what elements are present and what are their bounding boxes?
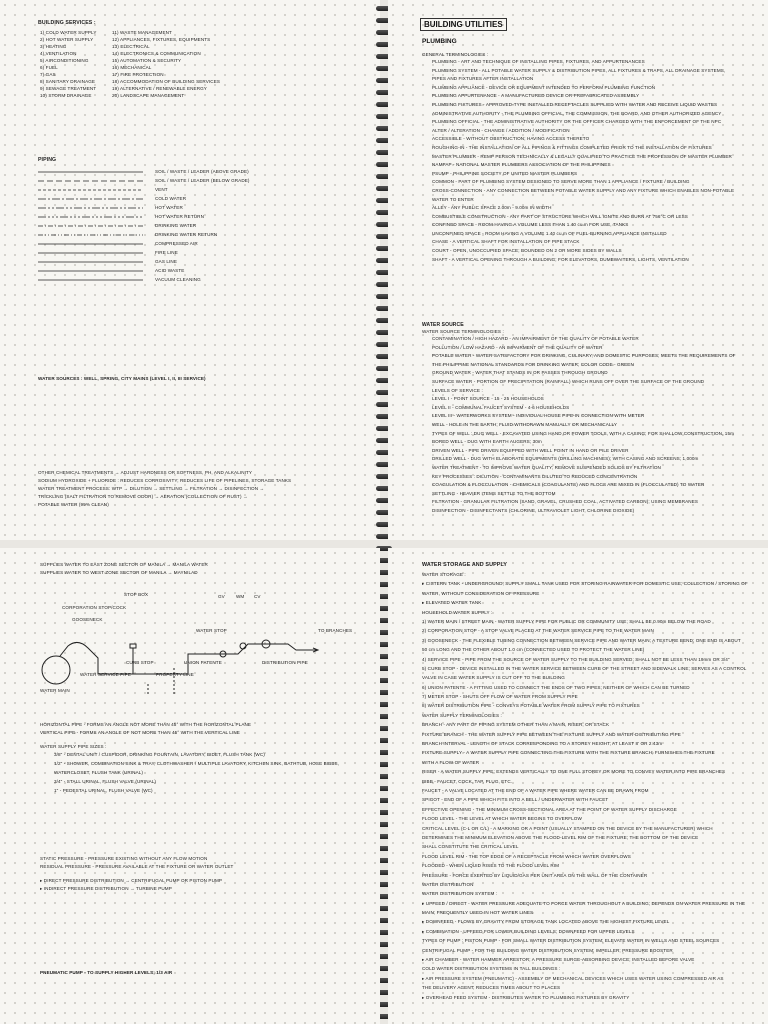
service-item: 12) APPLIANCES, FIXTURES, EQUIPMENTS — [112, 37, 211, 42]
water-source-line: FILTRATION - GRANULAR FILTRATION (SAND, GRAVEL, CRUSHED COAL, ACTIVATED CARBON); USING MEMBRANES — [432, 499, 699, 505]
diagram-label-service-pipe: WATER SERVICE PIPE — [80, 672, 131, 677]
service-item: 13) ELECTRICAL — [112, 44, 150, 49]
water-sources-line: WATER SOURCES : WELL, SPRING, CITY MAINS (LEVEL I, II, III SERVICE) — [38, 376, 206, 381]
pipe-sizes-list — [54, 752, 339, 797]
storage-line: FLOODED - WHEN LIQUID RISES TO THE FLOOD LEVEL RIM — [422, 863, 560, 869]
water-source-line: KEY PROCESSES : DILUTION - CONTAMINANTS DILUTED TO REDUCED CONCENTRATION — [432, 473, 638, 479]
notebook-page-bottom-right — [388, 548, 768, 1024]
distribution-line: ▸ DIRECT PRESSURE DISTRIBUTION → CENTRIFUGAL PUMP OR PISTON PUMP — [40, 878, 223, 883]
service-item: 19) ALTERNATIVE / RENEWABLE ENERGY — [112, 86, 207, 91]
water-source-line: DISINFECTION - DISINFECTANTS (CHLORINE, ULTRAVIOLET LIGHT, CHLORINE DIOXIDE) — [432, 507, 635, 513]
piping-label: GAS LINE — [155, 259, 177, 264]
term-line: ALLEY - ANY PUBLIC SPACE 2.00m - 9.00m IN WIDTH — [432, 205, 552, 211]
term-line: PLUMBING FIXTURES - APPROVED-TYPE INSTALLED RECEPTACLES SUPPLIED WITH WATER AND RECEIVE LIQUID WASTES — [432, 101, 718, 107]
storage-line: 5) CURB STOP - DEVICE INSTALLED IN THE WATER SERVICE BETWEEN CURB OF THE STREET AND SIDEWALK LINE; SERVES AS A CONTROL — [422, 665, 747, 671]
pressure-line: RESIDUAL PRESSURE - PRESSURE AVAILABLE AT THE FIXTURE OR WATER OUTLET — [40, 864, 234, 869]
pipe-size-line: 1/2" - SHOWER, COMBINATION SINK & TRAY, CLOTHWASHER / MULTIPLE LAVATORY, KITCHEN SINK, BATHTUB, HOSE BIBBS, — [54, 761, 340, 766]
service-item: 14) ELECTRONICS & COMMUNICATION — [112, 51, 201, 56]
term-line: ADMINISTRATIVE AUTHORITY - THE PLUMBING OFFICIAL, THE COMMISSION, THE BOARD, AND OTHER AUTHORIZED AGENCY — [432, 110, 722, 116]
diagram-label-curb-stop: CURB STOP — [126, 660, 154, 665]
notebook-page-top-left — [0, 0, 380, 540]
pipe-size-line: 1" - PEDESTAL URINAL, FLUSH VALVE (WC) — [54, 788, 153, 793]
diagram-label-corporation-stop: CORPORATION STOP/COCK — [62, 605, 127, 610]
pneumatic-pump-note: PNEUMATIC PUMP - TO SUPPLY HIGHER LEVELS; 1/3 AIR — [40, 970, 173, 975]
service-item: 17) FIRE PROTECTION — [112, 72, 164, 77]
water-source-line: GROUND WATER - WATER THAT STANDS IN OR PASSES THROUGH GROUND — [432, 370, 608, 376]
storage-line: ▸ COMBINATION - UPFEED FOR LOWER BUILDING LEVELS; DOWNFEED FOR UPPER LEVELS — [422, 928, 635, 934]
service-item: 5) AIRCONDITIONING — [40, 58, 89, 63]
term-line: ALTER / ALTERATION - CHANGE / ADDITION / MODIFICATION — [432, 127, 570, 133]
diagram-label-union-patente: UNION PATENTE — [184, 660, 222, 665]
piping-label: ACID WASTE — [155, 268, 185, 273]
treatment-line: POTABLE WATER (99% CLEAN) — [38, 502, 109, 507]
supply-line: SUPPLIES WATER TO WEST ZONE SECTOR OF MANILA → MAYNILAD — [40, 569, 198, 575]
treatment-line: SODIUM HYDROXIDE + FLUORIDE : REDUCES CORROSIVITY; REDUCES LIFE OF PIPELINES, STORAGE TANKS — [38, 478, 292, 483]
piping-label: SOIL / WASTE / LEADER (ABOVE GRADE) — [155, 169, 249, 174]
term-line: PLUMBING APPURTENANCE - A MANUFACTURED DEVICE OR PREFABRICATED ASSEMBLY — [432, 93, 640, 99]
storage-line: ▸ UPFEED / DIRECT - WATER PRESSURE ADEQUATE TO FORCE WATER THROUGHOUT A BUILDING; DEPENDS ON WATER PRESSURE IN THE — [422, 900, 746, 906]
storage-line: FIXTURE BRANCH - THE WATER SUPPLY PIPE BETWEEN THE FIXTURE SUPPLY AND WATER-DISTRIBUTING PIPE — [422, 731, 681, 737]
service-item: 9) SEWAGE TREATMENT — [40, 86, 97, 91]
piping-legend-labels — [155, 169, 250, 286]
notebook-page-top-right — [388, 0, 768, 540]
storage-line: FAUCET - A VALVE LOCATED AT THE END OF A WATER PIPE WHERE WATER CAN BE DRAWN FROM — [422, 787, 649, 793]
service-item: 2) HOT WATER SUPPLY — [40, 37, 94, 42]
storage-line: ▸ DOWNFEED - FLOWS BY GRAVITY FROM STORAGE TANK LOCATED ABOVE THE HIGHEST FIXTURE LEVEL — [422, 919, 670, 925]
pipe-angle-line: HORIZONTAL PIPE - FORMS AN ANGLE NOT MORE THAN 45° WITH THE HORIZONTAL PLANE — [40, 722, 252, 727]
treatment-notes — [38, 470, 291, 510]
page-title: BUILDING UTILITIES — [420, 18, 507, 31]
treatment-line: OTHER CHEMICAL TREATMENTS → ADJUST HARDNESS OR SOFTNESS, PH, AND ALKALINITY — [38, 470, 253, 475]
pipe-angle-notes — [40, 722, 251, 738]
storage-line: THE DELIVERY AGENT; REDUCES TIMES ABOUT TO PLACES — [422, 985, 561, 991]
piping-legend-lines — [38, 170, 148, 300]
term-line: ROUGHING-IN - THE INSTALLATION OF ALL PIPINGS & FITTINGS COMPLETED PRIOR TO THE INSTALLATION OF FIXTURES — [432, 144, 712, 150]
storage-line: 8) WATER DISTRIBUTION PIPE - CONVEYS POTABLE WATER FROM SUPPLY PIPE TO FIXTURES — [422, 703, 640, 709]
water-source-line: TYPES OF WELL : DUG WELL - EXCAVATED USING HAND OR POWER TOOLS, WITH A CASING; FOR SHALLOW CONSTRUCTION, 15m — [432, 430, 735, 436]
storage-line: WATER STORAGE : — [422, 572, 466, 577]
storage-line: RISER - A WATER SUPPLY PIPE; EXTENDS VERTICALLY TO ONE FULL STOREY OR MORE TO CONVEY WATER INTO PIPE BRANCHES — [422, 769, 726, 775]
water-source-line: LEVEL I - POINT SOURCE - 15 - 25 HOUSEHOLDS — [432, 396, 544, 402]
storage-line: PRESSURE - FORCE EXERTED BY LIQUID/GAS PER UNIT AREA ON THE WALL OF THE CONTAINER — [422, 872, 648, 878]
service-item: 11) WASTE MANAGEMENT — [112, 30, 172, 35]
storage-line: FIXTURE SUPPLY - A WATER SUPPLY PIPE CONNECTING THE FIXTURE WITH THE FIXTURE BRANCH; FURNISHES THE FIXTURE — [422, 750, 715, 756]
water-source-line: POTABLE WATER - WATER SATISFACTORY FOR DRINKING, CULINARY, AND DOMESTIC PURPOSES; MEETS THE REQUIREMENTS OF — [432, 353, 736, 359]
services-list-b — [112, 30, 220, 100]
storage-line: 4) SERVICE PIPE - PIPE FROM THE SOURCE OF WATER SUPPLY TO THE BUILDING SERVED; SHALL NOT BE LESS THAN 19mm OR 3/4" — [422, 656, 730, 662]
service-item: 10) STORM DRAINAGE — [40, 93, 92, 98]
water-source-header: WATER SOURCE — [422, 322, 464, 328]
water-source-list — [432, 336, 736, 516]
water-source-line: LEVEL III - WATERWORKS SYSTEM - INDIVIDUAL HOUSE PIPE-IN CONNECTION WITH METER — [432, 413, 645, 419]
supply-line: SUPPLIES WATER TO EAST ZONE SECTOR OF MANILA → MANILA WATER — [40, 562, 208, 567]
term-line: PLUMBING SYSTEM - ALL POTABLE WATER SUPPLY & DISTRIBUTION PIPES, ALL FIXTURES & TRAPS, ALL DRAINAGE SYSTEMS, — [432, 67, 726, 73]
water-source-line: BORED WELL - DUG WITH EARTH AUGERS; 30m — [432, 439, 542, 445]
term-line: NAMPAP - NATIONAL MASTER PLUMBERS ASSOCIATION OF THE PHILIPPINES — [432, 162, 611, 168]
service-item: 4) VENTILATION — [40, 51, 77, 56]
section-plumbing: PLUMBING — [422, 38, 457, 45]
notebook-page-bottom-left — [0, 548, 380, 1024]
storage-title: WATER STORAGE AND SUPPLY — [422, 562, 508, 568]
term-line: ACCESSIBLE - WITHOUT OBSTRUCTION; HAVING ACCESS THERETO — [432, 136, 590, 142]
storage-line: FLOOD LEVEL RIM - THE TOP EDGE OF A RECEPTACLE FROM WHICH WATER OVERFLOWS — [422, 853, 631, 859]
water-source-line: LEVELS OF SERVICE : — [432, 387, 483, 393]
storage-line: WATER DISTRIBUTION — [422, 881, 474, 887]
service-item: 8) SANITARY DRAINAGE — [40, 79, 96, 84]
diagram-label-wm: WM — [236, 594, 245, 599]
storage-line: WATER, WITHOUT CONSIDERATION OF PRESSURE — [422, 590, 540, 596]
storage-line: WATER SUPPLY TERMINOLOGIES : — [422, 712, 502, 718]
piping-label: COMPRESSED AIR — [155, 241, 198, 246]
term-line: CHASE - A VERTICAL SHAFT FOR INSTALLATION OF PIPE STACK — [432, 239, 580, 245]
ws-sub: WATER SOURCE TERMINOLOGIES : — [422, 329, 504, 334]
storage-line: WATER DISTRIBUTION SYSTEM : — [422, 891, 498, 897]
storage-line: 3) GOOSENECK - THE FLEXIBLE TUBING CONNECTION BETWEEN SERVICE PIPE AND WATER MAIN; A TEXTURE BEND; ONE END IS ABOUT — [422, 637, 741, 643]
storage-line: EFFECTIVE OPENING - THE MINIMUM CROSS-SECTIONAL AREA AT THE POINT OF WATER SUPPLY DISCHARGE — [422, 806, 677, 812]
piping-label: SOIL / WASTE / LEADER (BELOW GRADE) — [155, 178, 250, 183]
storage-line: WITH A FLOW OF WATER — [422, 759, 480, 765]
pipe-size-line: 3/4" - STALL URINAL, FLUSH VALVE (URINAL) — [54, 779, 157, 784]
term-line: PSUMP - PHILIPPINE SOCIETY OF UNITED MASTER PLUMBERS — [432, 170, 578, 176]
storage-supply-notes — [422, 572, 748, 1004]
piping-label: FIRE LINE — [155, 250, 178, 255]
storage-line: ▸ OVERHEAD FEED SYSTEM - DISTRIBUTES WATER TO PLUMBING FIXTURES BY GRAVITY — [422, 994, 630, 1000]
terms-list — [432, 59, 734, 265]
water-source-line: THE PHILIPPINE NATIONAL STANDARDS FOR DRINKING WATER; COLOR CODE - GREEN — [432, 361, 634, 367]
service-item: 6) FUEL — [40, 65, 58, 70]
storage-line: CENTRIFUGAL PUMP - FOR THE BUILDING WATER DISTRIBUTION SYSTEM; IMPELLER; PRESSURE BOOSTER — [422, 947, 673, 953]
term-line: COURT - OPEN, UNOCCUPIED SPACE; BOUNDED ON 2 OR MORE SIDES BY WALLS — [432, 248, 622, 254]
service-item: 7) GAS — [40, 72, 56, 77]
terms-header: GENERAL TERMINOLOGIES : — [422, 52, 489, 57]
pipe-size-line: 3/8" - DENTAL UNIT / CUSPIDOR, DRINKING FOUNTAIN, LAVATORY, BIDET, FLUSH TANK (WC) — [54, 752, 265, 757]
services-title: BUILDING SERVICES : — [38, 20, 96, 26]
storage-line: 7) METER STOP - SHUTS OFF FLOW OF WATER FROM SUPPLY PIPE — [422, 694, 578, 700]
storage-line: COLD WATER DISTRIBUTION SYSTEMS IN TALL BUILDINGS : — [422, 966, 561, 972]
services-list-a — [40, 30, 97, 100]
piping-label: VENT — [155, 187, 168, 192]
pressure-line: STATIC PRESSURE - PRESSURE EXISTING WITHOUT ANY FLOW MOTION — [40, 856, 208, 861]
term-line: COMBUSTIBLE CONSTRUCTION - ANY PART OF STRUCTURE WHICH WILL IGNITE AND BURN AT 756°C OR LESS — [432, 213, 688, 219]
water-source-line: POLLUTION / LOW HAZARD - AN IMPAIRMENT OF THE QUALITY OF WATER — [432, 344, 603, 350]
service-item: 16) MECHANICAL — [112, 65, 152, 70]
storage-line: HOUSEHOLD WATER SUPPLY : — [422, 609, 493, 615]
piping-label: DRINKING WATER — [155, 223, 197, 228]
diagram-label-water-main: WATER MAIN — [40, 688, 70, 693]
diagram-label-cv: CV — [254, 594, 261, 599]
storage-line: 1) WATER MAIN / STREET MAIN - WATER SUPPLY PIPE FOR PUBLIC OR COMMUNITY USE; SHALL BE 0.90m BELOW THE ROAD — [422, 618, 711, 624]
storage-line: CRITICAL LEVEL (C-L OR C/L) - A MARKING OR A POINT (USUALLY STAMPED ON THE DEVICE BY THE MANUFACTURER) WHICH — [422, 825, 713, 831]
piping-title: PIPING — [38, 157, 57, 163]
water-source-line: CONTAMINATION / HIGH HAZARD - AN IMPAIRMENT OF THE QUALITY OF POTABLE WATER — [432, 336, 639, 341]
pressure-notes — [40, 856, 233, 872]
storage-line: SPIGOT - END OF A PIPE WHICH FITS INTO A BELL / UNDERWATER WITH FAUCET — [422, 797, 609, 803]
distribution-notes — [40, 878, 222, 894]
storage-line: BRANCH INTERVAL - LENGTH OF STACK CORRESPONDING TO A STOREY HEIGHT; AT LEAST 8' OR 2.43m — [422, 741, 663, 747]
diagram-label-to-branches: TO BRANCHES — [318, 628, 353, 633]
storage-line: BIBB - FAUCET, COCK, TAP, PLUG, ETC. — [422, 778, 513, 784]
piping-label: HOT WATER RETURN — [155, 214, 204, 219]
storage-line: ▸ AIR CHAMBER - WATER HAMMER ARRESTOR; A PRESSURE SURGE-ABSORBING DEVICE; INSTALLED BEFORE VALVE — [422, 957, 695, 963]
piping-label: HOT WATER — [155, 205, 183, 210]
water-source-line: DRIVEN WELL - PIPE DRIVEN EQUIPPED WITH WELL POINT IN HAND OR PILE DRIVER — [432, 447, 629, 453]
piping-label: COLD WATER — [155, 196, 187, 201]
storage-line: ▸ AIR PRESSURE SYSTEM (PNEUMATIC) - ASSEMBLY OF MECHANICAL DEVICES WHICH USES WATER USING COMPRESSED AIR AS — [422, 975, 724, 981]
term-line: PLUMBING OFFICIAL - THE ADMINISTRATIVE AUTHORITY OR THE OFFICER CHARGED WITH THE ENFORCEMENT OF THE NPC — [432, 119, 722, 125]
term-line: WATER TO ENTER — [432, 196, 474, 202]
storage-line: BRANCH - ANY PART OF PIPING SYSTEM OTHER THAN A MAIN, RISER, OR STACK — [422, 722, 610, 728]
diagram-label-property-line: PROPERTY LINE — [156, 672, 194, 677]
pipe-size-line: WATERCLOSET, FLUSH TANK (URINAL) — [54, 770, 144, 775]
storage-line: SHALL CONSTITUTE THE CRITICAL LEVEL — [422, 844, 519, 850]
piping-label: DRINKING WATER RETURN — [155, 232, 218, 237]
diagram-label-stop-box: STOP BOX — [124, 592, 149, 597]
storage-line: ▸ CISTERN TANK - UNDERGROUND; SUPPLY SMALL TANK USED FOR STORING RAINWATER FOR DOMESTIC USE; COLLECTION / STORING OF — [422, 581, 748, 587]
service-item: 15) AUTOMATION & SECURITY — [112, 58, 182, 63]
service-item: 18) ACCOMMODATION OF BUILDING SERVICES — [112, 79, 221, 84]
treatment-line: WATER TREATMENT PROCESS: WTP → DILUTION → SETTLING → FILTRATION → DISINFECTION → — [38, 486, 265, 491]
water-source-line: SURFACE WATER - PORTION OF PRECIPITATION (RAINFALL) WHICH RUNS OFF OVER THE SURFACE OF THE GROUND — [432, 378, 705, 384]
storage-line: ▸ ELEVATED WATER TANK — [422, 600, 482, 606]
pipe-angle-line: VERTICAL PIPE - FORMS AN ANGLE OF NOT MORE THAN 45° WITH THE VERTICAL LINE — [40, 730, 240, 735]
term-line: CONFINED SPACE - ROOM HAVING A VOLUME LESS THAN 1.40 cu.m FOR USE, TANKS — [432, 222, 629, 228]
storage-line: DETERMINES THE MINIMUM ELEVATION ABOVE THE FLOOD-LEVEL RIM OF THE FIXTURE; THE BOTTOM OF THE DEVICE — [422, 834, 699, 840]
water-source-line: SETTLING - HEAVIER ITEMS SETTLE TO THE BOTTOM — [432, 490, 556, 496]
service-item: 3) HEATING — [40, 44, 67, 49]
storage-line: VALVE IN CASE WATER SUPPLY IS CUT OFF TO THE BUILDING — [422, 675, 565, 681]
storage-line: 6) UNION PATENTE - A FITTING USED TO CONNECT THE ENDS OF TWO PIPES; NEITHER OF WHICH CAN BE TURNED — [422, 684, 690, 690]
treatment-line: TRICKLING (SALT FILTRATION TO REMOVE ODOR) → AERATION (COLLECTION OF RUST) → — [38, 494, 248, 499]
service-item: 20) LANDSCAPE MANAGEMENT — [112, 93, 185, 98]
water-source-line: WELL - HOLE IN THE EARTH; FLUID WITHDRAWN MANUALLY OR MECHANICALLY — [432, 421, 618, 427]
term-line: COMMON - PART OF PLUMBING SYSTEM DESIGNED TO SERVE MORE THAN 1 APPLIANCE / FIXTURE / BUILDING — [432, 179, 690, 185]
water-source-line: LEVEL II - COMMUNAL FAUCET SYSTEM - 4-6 HOUSEHOLDS — [432, 404, 570, 410]
distribution-line: ▸ INDIRECT PRESSURE DISTRIBUTION → TURBINE PUMP — [40, 886, 172, 891]
supplies-notes — [40, 562, 208, 577]
term-line: MASTER PLUMBER - REMP PERSON TECHNICALLY & LEGALLY QUALIFIED TO PRACTICE THE PROFESSION OF MASTER PLUMBER — [432, 153, 732, 159]
diagram-label-water-stop: WATER STOP — [196, 628, 227, 633]
term-line: PIPES AND FIXTURES AFTER INSTALLATION — [432, 76, 534, 82]
diagram-label-gv: GV — [218, 594, 225, 599]
storage-line: MAIN; FREQUENTLY USED IN HOT WATER LINES — [422, 910, 534, 916]
sizes-header: WATER SUPPLY PIPE SIZES : — [40, 744, 107, 749]
term-line: PLUMBING APPLIANCE - DEVICE OR EQUIPMENT INTENDED TO PERFORM PLUMBING FUNCTION — [432, 84, 656, 90]
water-source-line: COAGULATION & FLOCCULATION - CHEMICALS (COAGULANTS) AND FLOCS ARE MIXED IN (FLOCCULATED) TO WATER — [432, 482, 705, 488]
diagram-label-gooseneck: GOOSENECK — [72, 617, 103, 622]
water-source-line: WATER TREATMENT - TO IMPROVE WATER QUALITY; REMOVE SUSPENDED SOLIDS BY FILTRATION — [432, 464, 661, 470]
term-line: SHAFT - A VERTICAL OPENING THROUGH A BUILDING; FOR ELEVATORS, DUMBWAITERS, LIGHTS, VENTILATION — [432, 256, 689, 262]
term-line: CROSS-CONNECTION - ANY CONNECTION BETWEEN POTABLE WATER SUPPLY AND ANY FIXTURE WHICH ENABLES NON-POTABLE — [432, 187, 735, 193]
storage-line: 2) CORPORATION STOP - A STOP VALVE PLACED AT THE WATER SERVICE PIPE TO THE WATER MAIN — [422, 628, 654, 634]
diagram-label-distribution-pipe: DISTRIBUTION PIPE — [262, 660, 308, 665]
storage-line: 50 cm LONG AND THE OTHER ABOUT 1.0 cm (CONNECTED USED TO PROTECT THE WATER LINE) — [422, 647, 645, 653]
storage-line: TYPES OF PUMP : PISTON PUMP - FOR SMALL WATER DISTRIBUTION SYSTEM; ELEVATE WATER IN WELLS AND STEEL SOURCES — [422, 938, 720, 944]
term-line: UNCONFINED SPACE - ROOM HAVING A VOLUME 1.40 cu.m OF FUEL-BURNING APPLIANCE INSTALLED — [432, 230, 667, 236]
term-line: PLUMBING - ART AND TECHNIQUE OF INSTALLING PIPES, FIXTURES, AND APPURTENANCES — [432, 59, 645, 64]
water-source-line: DRILLED WELL - DUG WITH ELABORATE EQUIPMENTS (DRILLING MACHINES); WITH CASING AND SCREENS; 1,000m — [432, 456, 699, 462]
piping-label: VACUUM CLEANING — [155, 277, 201, 282]
storage-line: FLOOD LEVEL - THE LEVEL AT WHICH WATER BEGINS TO OVERFLOW — [422, 816, 582, 822]
service-item: 1) COLD WATER SUPPLY — [40, 30, 97, 35]
